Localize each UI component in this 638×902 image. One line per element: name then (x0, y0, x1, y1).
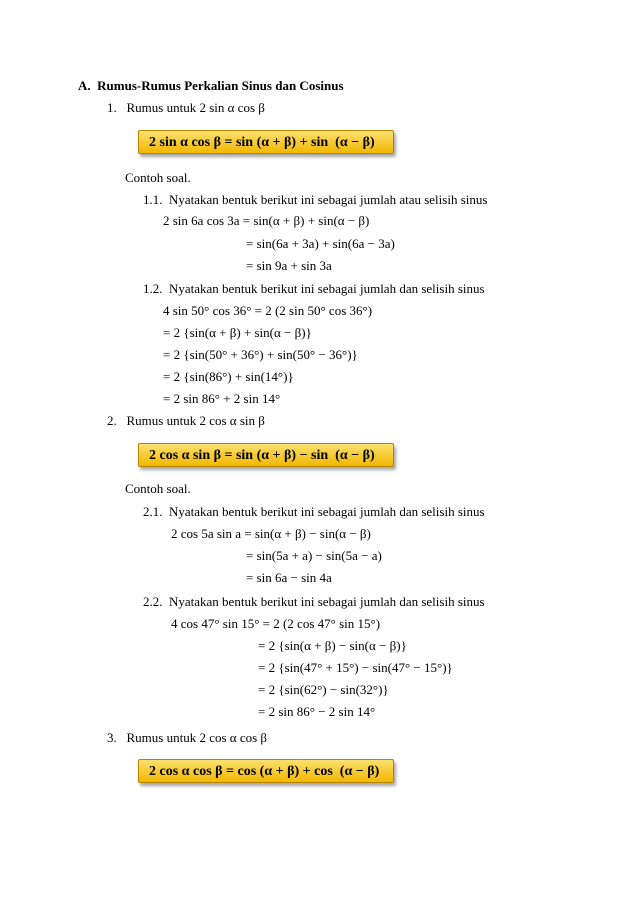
example-2-2-line: = 2 {sin(47° + 15°) − sin(47° − 15°)} (258, 660, 453, 675)
example-2-1-line: 2 cos 5a sin a = sin(α + β) − sin(α − β) (171, 526, 371, 541)
contoh-label-1: Contoh soal. (125, 170, 191, 185)
example-1-2-label: 1.2. Nyatakan bentuk berikut ini sebagai jumlah dan selisih sinus (143, 281, 485, 296)
example-1-2-line: = 2 sin 86° + 2 sin 14° (163, 391, 281, 406)
example-2-2-label: 2.2. Nyatakan bentuk berikut ini sebagai jumlah dan selisih sinus (143, 594, 485, 609)
example-1-2-line: = 2 {sin(86°) + sin(14°)} (163, 369, 294, 384)
example-2-1-line: = sin(5a + a) − sin(5a − a) (246, 548, 382, 563)
example-1-1-line: = sin 9a + sin 3a (246, 258, 332, 273)
example-1-2-line: 4 sin 50° cos 36° = 2 (2 sin 50° cos 36°) (163, 303, 373, 318)
example-2-2-line: = 2 {sin(62°) − sin(32°)} (258, 682, 389, 697)
example-1-2-line: = 2 {sin(α + β) + sin(α − β)} (163, 325, 312, 340)
example-2-2-line: 4 cos 47° sin 15° = 2 (2 cos 47° sin 15°) (171, 616, 381, 631)
example-1-1-line: 2 sin 6a cos 3a = sin(α + β) + sin(α − β) (163, 213, 370, 228)
example-2-1-line: = sin 6a − sin 4a (246, 570, 332, 585)
item-2-title: 2. Rumus untuk 2 cos α sin β (107, 413, 265, 428)
section-heading: A. Rumus-Rumus Perkalian Sinus dan Cosinus (78, 78, 344, 93)
example-2-1-label: 2.1. Nyatakan bentuk berikut ini sebagai jumlah dan selisih sinus (143, 504, 485, 519)
formula-box-3: 2 cos α cos β = cos (α + β) + cos (α − β) (138, 759, 394, 783)
example-2-2-line: = 2 sin 86° − 2 sin 14° (258, 704, 376, 719)
example-1-2-line: = 2 {sin(50° + 36°) + sin(50° − 36°)} (163, 347, 358, 362)
contoh-label-2: Contoh soal. (125, 481, 191, 496)
item-3-title: 3. Rumus untuk 2 cos α cos β (107, 730, 268, 745)
example-1-1-label: 1.1. Nyatakan bentuk berikut ini sebagai jumlah atau selisih sinus (143, 192, 488, 207)
example-1-1-line: = sin(6a + 3a) + sin(6a − 3a) (246, 236, 395, 251)
formula-box-1: 2 sin α cos β = sin (α + β) + sin (α − β) (138, 130, 394, 154)
item-1-title: 1. Rumus untuk 2 sin α cos β (107, 100, 265, 115)
formula-box-2: 2 cos α sin β = sin (α + β) − sin (α − β) (138, 443, 394, 467)
example-2-2-line: = 2 {sin(α + β) − sin(α − β)} (258, 638, 407, 653)
